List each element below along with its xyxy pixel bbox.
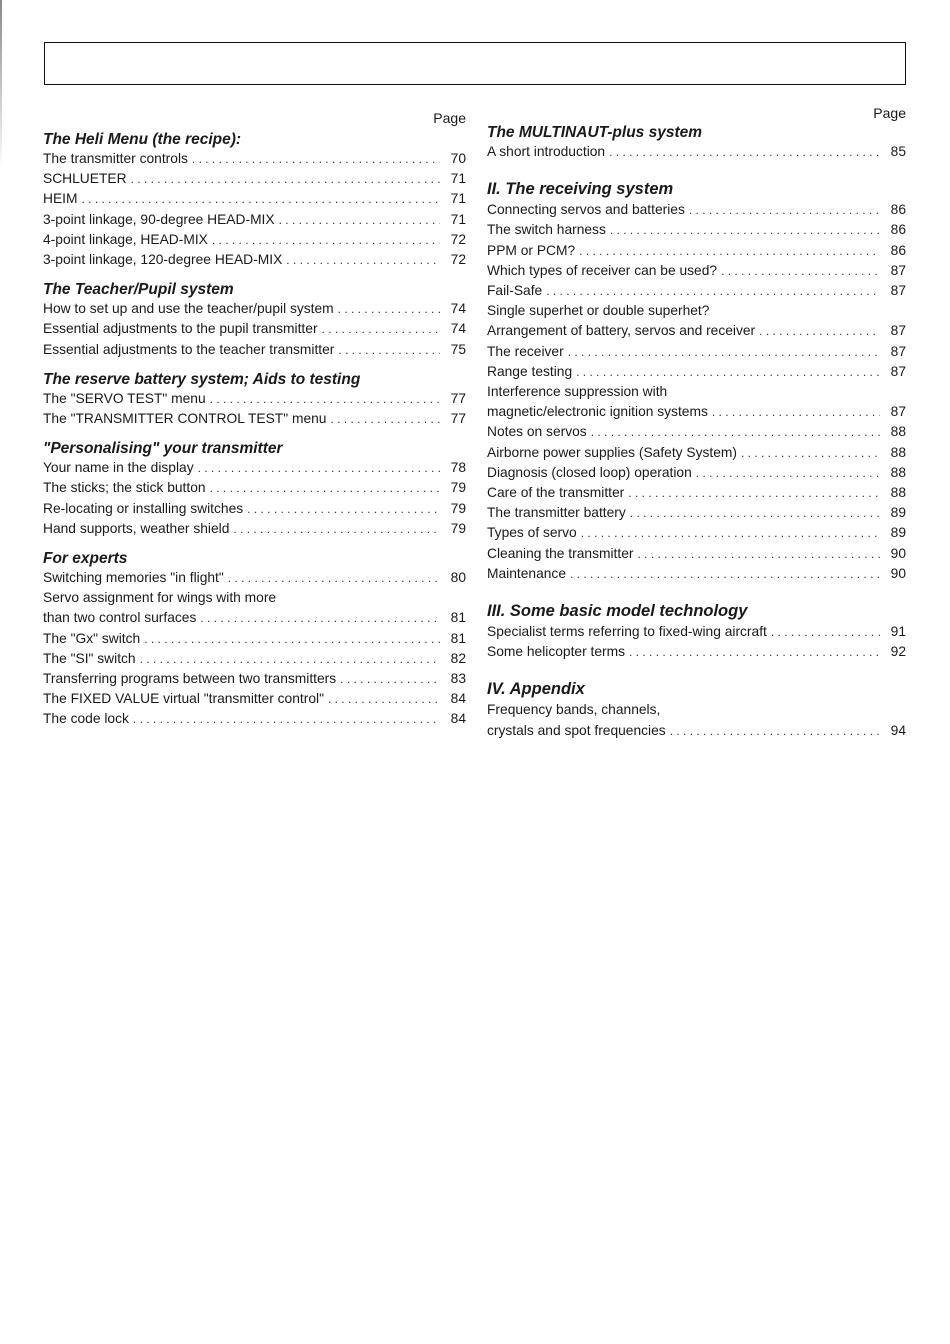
dot-leader bbox=[741, 444, 880, 463]
toc-entry bbox=[43, 389, 466, 409]
entry-page-number: 87 bbox=[890, 404, 906, 420]
entry-page-number: 81 bbox=[450, 610, 466, 626]
toc-entry bbox=[487, 544, 906, 564]
toc-entry bbox=[487, 721, 906, 741]
entry-label: How to set up and use the teacher/pupil system bbox=[43, 301, 334, 317]
entry-page-number: 82 bbox=[450, 650, 466, 666]
toc-entry bbox=[487, 523, 906, 543]
entry-page-number: 85 bbox=[890, 144, 906, 159]
dot-leader bbox=[338, 300, 440, 319]
toc-entry bbox=[487, 301, 906, 321]
toc-entry bbox=[487, 142, 906, 162]
entry-label: Diagnosis (closed loop) operation bbox=[487, 464, 692, 480]
dot-leader bbox=[328, 690, 440, 709]
entry-page-number: 74 bbox=[450, 321, 466, 337]
toc-entry bbox=[43, 250, 466, 270]
entry-page-number: 88 bbox=[890, 464, 906, 480]
entry-page-number: 86 bbox=[890, 242, 906, 258]
dot-leader bbox=[233, 520, 440, 539]
dot-leader bbox=[570, 565, 880, 584]
toc-entry bbox=[43, 319, 466, 339]
dot-leader bbox=[228, 569, 440, 588]
entry-label: Range testing bbox=[487, 363, 573, 379]
dot-leader bbox=[568, 343, 880, 362]
entry-page-number: 71 bbox=[450, 191, 466, 207]
dot-leader bbox=[330, 410, 440, 429]
dot-leader bbox=[609, 143, 880, 162]
toc-right-column bbox=[487, 105, 906, 751]
entry-label: Essential adjustments to the pupil transmitter bbox=[43, 321, 318, 337]
entry-label: Which types of receiver can be used? bbox=[487, 262, 718, 278]
entry-label: Fail-Safe bbox=[487, 283, 543, 299]
entry-label: Servo assignment for wings with more bbox=[43, 590, 277, 606]
toc-entry bbox=[487, 503, 906, 523]
toc-entry bbox=[43, 519, 466, 539]
dot-leader bbox=[696, 464, 880, 483]
dot-leader bbox=[771, 623, 880, 642]
entry-page-number: 88 bbox=[890, 444, 906, 460]
dot-leader bbox=[210, 390, 440, 409]
toc-entry bbox=[43, 210, 466, 230]
entry-page-number: 86 bbox=[890, 202, 906, 218]
entry-label: Care of the transmitter bbox=[487, 485, 625, 501]
entry-page-number: 81 bbox=[450, 630, 466, 646]
toc-entry bbox=[487, 443, 906, 463]
entry-label: Your name in the display bbox=[43, 460, 194, 476]
header-box bbox=[44, 42, 906, 85]
entry-page-number: 83 bbox=[450, 671, 466, 687]
section-title: II. The receiving system bbox=[487, 180, 674, 199]
entry-page-number: 87 bbox=[890, 283, 906, 299]
entry-page-number: 90 bbox=[890, 565, 906, 581]
entry-label: Transferring programs between two transmitters bbox=[43, 671, 337, 687]
entry-label: Arrangement of battery, servos and receiver bbox=[487, 323, 756, 339]
toc-entry bbox=[487, 564, 906, 584]
entry-page-number: 70 bbox=[450, 151, 466, 166]
dot-leader bbox=[200, 609, 440, 628]
dot-leader bbox=[279, 211, 440, 230]
dot-leader bbox=[340, 670, 440, 689]
entry-label: The switch harness bbox=[487, 222, 606, 238]
page-edge-mark bbox=[0, 0, 2, 170]
toc-entry bbox=[43, 689, 466, 709]
entry-page-number: 87 bbox=[890, 343, 906, 359]
entry-label: Notes on servos bbox=[487, 424, 587, 440]
dot-leader bbox=[131, 170, 440, 189]
entry-label: Interference suppression with bbox=[487, 384, 668, 400]
entry-label: Switching memories "in flight" bbox=[43, 570, 224, 586]
entry-page-number: 92 bbox=[890, 644, 906, 660]
entry-label: Frequency bands, channels, bbox=[487, 702, 661, 718]
dot-leader bbox=[82, 190, 441, 209]
dot-leader bbox=[198, 459, 440, 478]
entry-label: 4-point linkage, HEAD-MIX bbox=[43, 231, 208, 247]
toc-left-column bbox=[43, 108, 466, 740]
toc-entry bbox=[487, 261, 906, 281]
section-title: The Teacher/Pupil system bbox=[43, 281, 234, 299]
entry-label: magnetic/electronic ignition systems bbox=[487, 404, 708, 420]
dot-leader bbox=[579, 242, 880, 261]
entry-label: The transmitter battery bbox=[487, 505, 626, 521]
entry-page-number: 86 bbox=[890, 222, 906, 238]
entry-label: Airborne power supplies (Safety System) bbox=[487, 444, 737, 460]
toc-entry bbox=[43, 169, 466, 189]
toc-section bbox=[487, 123, 906, 162]
entry-page-number: 87 bbox=[890, 262, 906, 278]
toc-section bbox=[487, 678, 906, 740]
entry-page-number: 94 bbox=[890, 722, 906, 738]
toc-entry bbox=[487, 220, 906, 240]
entry-label: Cleaning the transmitter bbox=[487, 545, 634, 561]
section-title: The MULTINAUT-plus system bbox=[487, 124, 703, 141]
dot-leader bbox=[759, 322, 880, 341]
entry-label: 3-point linkage, 90-degree HEAD-MIX bbox=[43, 211, 275, 227]
entry-label: than two control surfaces bbox=[43, 610, 197, 626]
entry-page-number: 84 bbox=[450, 691, 466, 707]
entry-label: Types of servo bbox=[487, 525, 577, 541]
entry-label: The FIXED VALUE virtual "transmitter control" bbox=[43, 691, 324, 707]
entry-page-number: 74 bbox=[450, 301, 466, 317]
entry-page-number: 71 bbox=[450, 171, 466, 187]
toc-entry bbox=[487, 382, 906, 402]
entry-page-number: 87 bbox=[890, 363, 906, 379]
entry-label: 3-point linkage, 120-degree HEAD-MIX bbox=[43, 252, 283, 268]
dot-leader bbox=[192, 150, 440, 169]
entry-label: The receiver bbox=[487, 343, 564, 359]
toc-entry bbox=[487, 402, 906, 422]
entry-label: The code lock bbox=[43, 711, 129, 727]
toc-entry bbox=[43, 608, 466, 628]
entry-label: PPM or PCM? bbox=[487, 242, 576, 258]
toc-entry bbox=[487, 642, 906, 662]
entry-page-number: 79 bbox=[450, 480, 466, 496]
dot-leader bbox=[628, 484, 880, 503]
toc-section bbox=[43, 549, 466, 730]
toc-section bbox=[487, 600, 906, 662]
entry-page-number: 89 bbox=[890, 505, 906, 521]
entry-label: Hand supports, weather shield bbox=[43, 520, 230, 536]
entry-label: The "Gx" switch bbox=[43, 630, 141, 646]
dot-leader bbox=[144, 630, 440, 649]
entry-label: Some helicopter terms bbox=[487, 644, 626, 660]
section-title: IV. Appendix bbox=[487, 680, 585, 699]
entry-label: Specialist terms referring to fixed-wing aircraft bbox=[487, 624, 767, 640]
entry-page-number: 75 bbox=[450, 341, 466, 357]
dot-leader bbox=[247, 500, 440, 519]
entry-page-number: 79 bbox=[450, 500, 466, 516]
section-title: The reserve battery system; Aids to testing bbox=[43, 370, 361, 388]
entry-page-number: 77 bbox=[450, 390, 466, 406]
dot-leader bbox=[630, 504, 880, 523]
toc-entry bbox=[487, 241, 906, 261]
toc-entry bbox=[43, 568, 466, 588]
toc-entry bbox=[43, 189, 466, 209]
entry-label: Connecting servos and batteries bbox=[487, 202, 685, 218]
entry-label: SCHLUETER bbox=[43, 171, 127, 187]
entry-page-number: 89 bbox=[890, 525, 906, 541]
entry-page-number: 72 bbox=[450, 252, 466, 268]
dot-leader bbox=[610, 221, 880, 240]
entry-page-number: 90 bbox=[890, 545, 906, 561]
dot-leader bbox=[581, 524, 880, 543]
toc-entry bbox=[43, 649, 466, 669]
toc-entry bbox=[43, 149, 466, 169]
toc-entry bbox=[487, 200, 906, 220]
dot-leader bbox=[338, 341, 440, 360]
toc-entry bbox=[43, 478, 466, 498]
entry-page-number: 91 bbox=[890, 624, 906, 640]
entry-label: Maintenance bbox=[487, 565, 567, 581]
section-title: For experts bbox=[43, 550, 128, 568]
dot-leader bbox=[286, 251, 440, 270]
entry-label: Single superhet or double superhet? bbox=[487, 303, 710, 319]
toc-section bbox=[43, 439, 466, 539]
page-column-label: Page bbox=[433, 110, 466, 126]
entry-page-number: 77 bbox=[450, 411, 466, 427]
entry-label: Essential adjustments to the teacher transmitter bbox=[43, 341, 335, 357]
section-title: The Heli Menu (the recipe): bbox=[43, 131, 242, 148]
dot-leader bbox=[637, 545, 880, 564]
toc-entry bbox=[487, 321, 906, 341]
entry-page-number: 80 bbox=[450, 570, 466, 586]
toc-entry bbox=[43, 709, 466, 729]
toc-entry bbox=[43, 409, 466, 429]
dot-leader bbox=[721, 262, 880, 281]
toc-entry bbox=[487, 622, 906, 642]
dot-leader bbox=[546, 282, 880, 301]
page-column-label: Page bbox=[873, 105, 906, 121]
dot-leader bbox=[591, 423, 880, 442]
dot-leader bbox=[322, 320, 440, 339]
entry-label: The sticks; the stick button bbox=[43, 480, 206, 496]
toc-entry bbox=[487, 422, 906, 442]
toc-entry bbox=[487, 342, 906, 362]
entry-label: The transmitter controls bbox=[43, 151, 188, 166]
entry-label: HEIM bbox=[43, 191, 78, 207]
toc-entry bbox=[487, 483, 906, 503]
dot-leader bbox=[210, 479, 440, 498]
dot-leader bbox=[140, 650, 440, 669]
toc-entry bbox=[43, 669, 466, 689]
entry-page-number: 72 bbox=[450, 231, 466, 247]
dot-leader bbox=[629, 643, 880, 662]
toc-section bbox=[43, 280, 466, 360]
toc-entry bbox=[43, 629, 466, 649]
entry-label: The "SI" switch bbox=[43, 650, 136, 666]
toc-entry bbox=[487, 700, 906, 720]
toc-entry bbox=[43, 499, 466, 519]
entry-page-number: 78 bbox=[450, 460, 466, 476]
dot-leader bbox=[689, 201, 880, 220]
toc-entry bbox=[43, 340, 466, 360]
toc-entry bbox=[43, 458, 466, 478]
toc-section bbox=[43, 130, 466, 270]
dot-leader bbox=[712, 403, 880, 422]
dot-leader bbox=[670, 722, 880, 741]
toc-section bbox=[487, 178, 906, 584]
toc-section bbox=[43, 370, 466, 429]
entry-label: The "SERVO TEST" menu bbox=[43, 390, 206, 406]
entry-page-number: 87 bbox=[890, 323, 906, 339]
entry-page-number: 88 bbox=[890, 485, 906, 501]
toc-entry bbox=[43, 588, 466, 608]
entry-label: A short introduction bbox=[487, 144, 606, 159]
entry-label: crystals and spot frequencies bbox=[487, 722, 666, 738]
toc-entry bbox=[487, 281, 906, 301]
toc-entry bbox=[487, 362, 906, 382]
entry-label: Re-locating or installing switches bbox=[43, 500, 244, 516]
entry-page-number: 88 bbox=[890, 424, 906, 440]
toc-entry bbox=[43, 230, 466, 250]
entry-page-number: 71 bbox=[450, 211, 466, 227]
toc-entry bbox=[487, 463, 906, 483]
toc-entry bbox=[43, 299, 466, 319]
entry-page-number: 79 bbox=[450, 520, 466, 536]
dot-leader bbox=[212, 231, 440, 250]
dot-leader bbox=[133, 710, 440, 729]
dot-leader bbox=[576, 363, 880, 382]
section-title: "Personalising" your transmitter bbox=[43, 440, 283, 458]
section-title: III. Some basic model technology bbox=[487, 602, 748, 621]
entry-label: The "TRANSMITTER CONTROL TEST" menu bbox=[43, 411, 327, 427]
entry-page-number: 84 bbox=[450, 711, 466, 727]
